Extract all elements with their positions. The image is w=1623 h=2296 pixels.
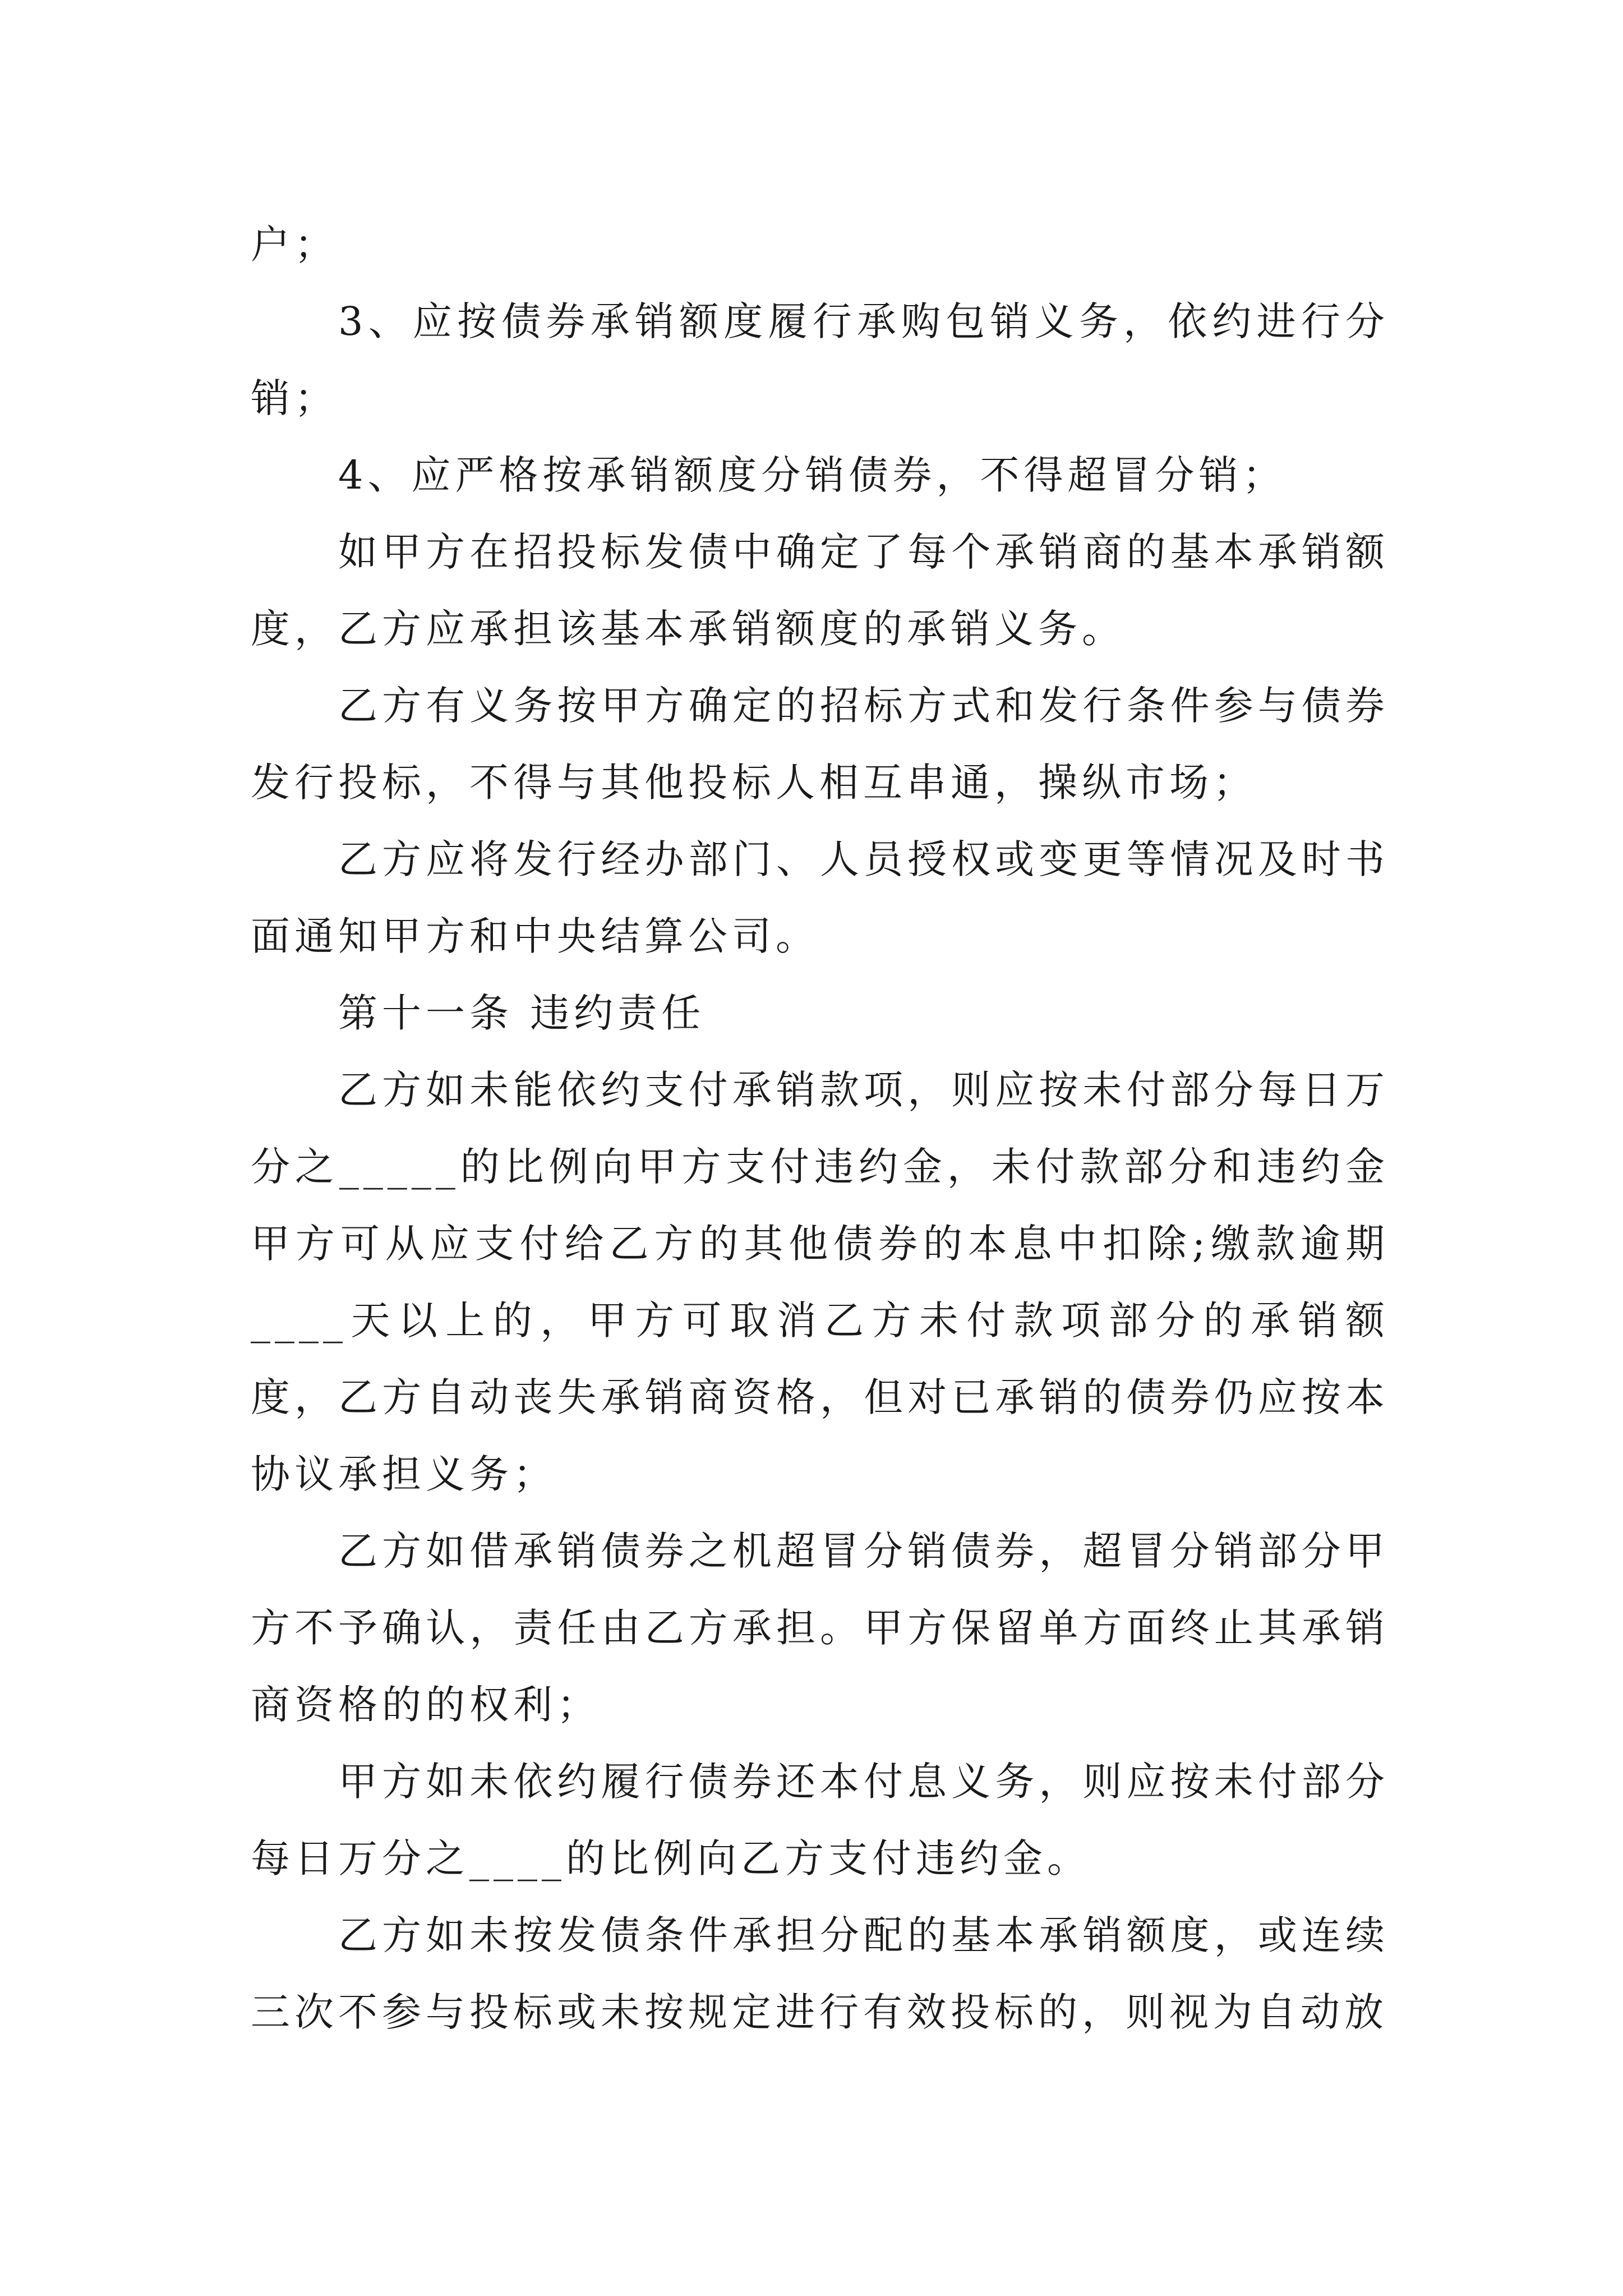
paragraph-item-4: 4、应严格按承销额度分销债券，不得超冒分销；: [338, 452, 1287, 498]
paragraph-item-3: 3、应按债券承销额度履行承购包销义务，依约进行分销；: [251, 298, 1389, 421]
paragraph-notification: 乙方应将发行经办部门、人员授权或变更等情况及时书面通知甲方和中央结算公司。: [251, 836, 1389, 959]
paragraph-continuation: 户；: [251, 222, 338, 268]
document-body: [251, 206, 1389, 2051]
paragraph-quota-forfeit: 乙方如未按发债条件承担分配的基本承销额度，或连续三次不参与投标或未按规定进行有效投标的，则视为自动放: [251, 1912, 1389, 2035]
article-heading: 第十一条 违约责任: [338, 990, 706, 1036]
paragraph-over-distribution: 乙方如借承销债券之机超冒分销债券，超冒分销部分甲方不予确认，责任由乙方承担。甲方保留单方面终止其承销商资格的的权利；: [251, 1528, 1389, 1728]
paragraph-payment-default: 乙方如未能依约支付承销款项，则应按未付部分每日万分之_____的比例向甲方支付违约金，未付款部分和违约金甲方可从应支付给乙方的其他债券的本息中扣除;缴款逾期____天以上的，甲方可取消乙方未付款项部分的承销额度，乙方自动丧失承销商资格，但对已承销的债券仍应按本协议承担义务；: [251, 1067, 1389, 1497]
paragraph-issuer-default: 甲方如未依约履行债券还本付息义务，则应按未付部分每日万分之____的比例向乙方支付违约金。: [251, 1759, 1389, 1881]
paragraph-bidding-obligation: 乙方有义务按甲方确定的招标方式和发行条件参与债券发行投标，不得与其他投标人相互串通，操纵市场；: [251, 683, 1389, 806]
paragraph-base-quota: 如甲方在招投标发债中确定了每个承销商的基本承销额度，乙方应承担该基本承销额度的承销义务。: [251, 529, 1389, 652]
